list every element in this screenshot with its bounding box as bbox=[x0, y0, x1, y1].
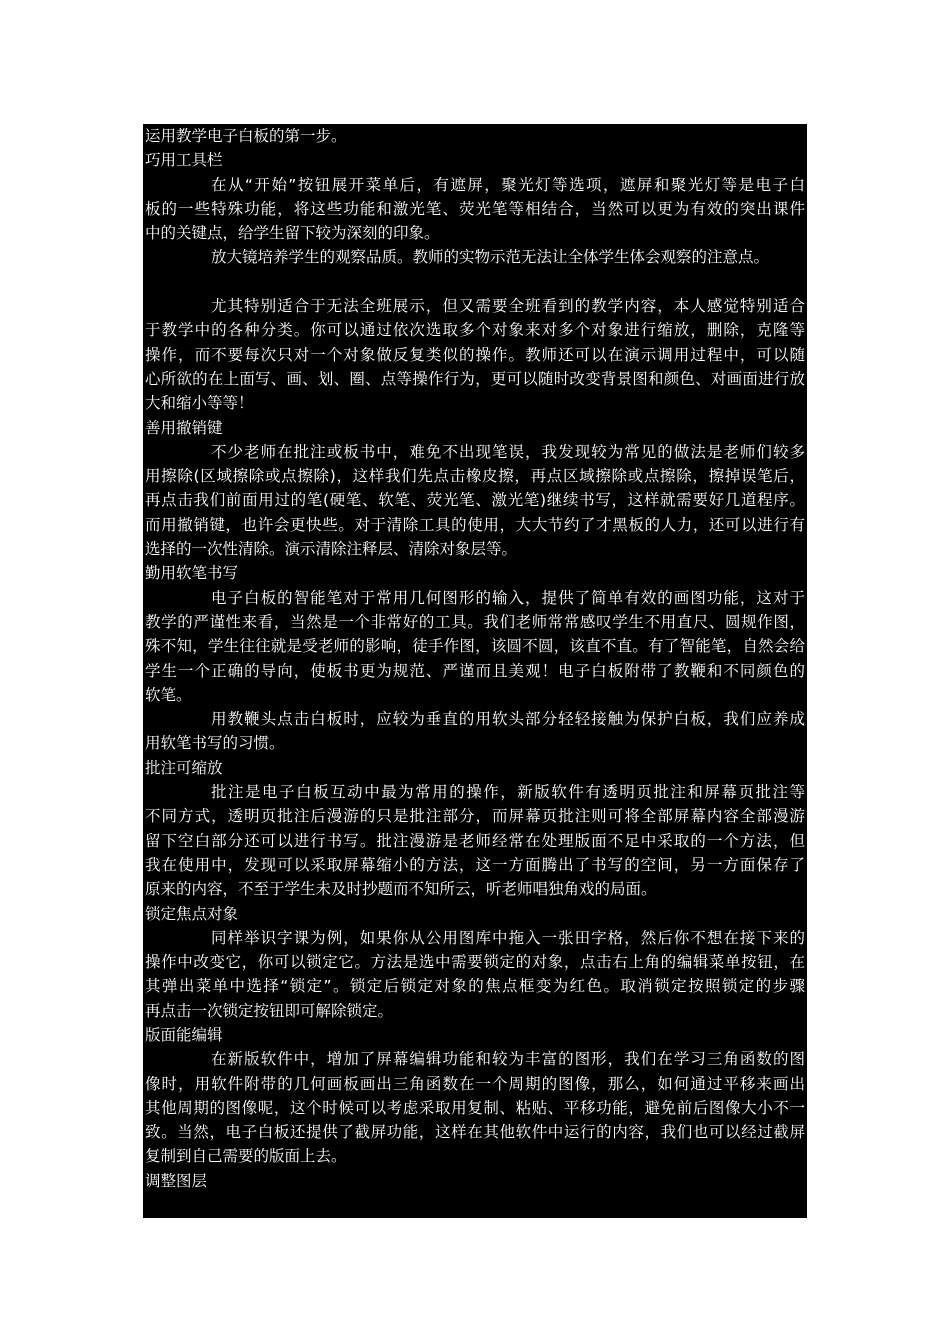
paragraph-line: 操作，而不要每次只对一个对象做反复类似的操作。教师还可以在演示调用过程中，可以随 bbox=[145, 345, 805, 364]
paragraph-line: 我在使用中，发现可以采取屏幕缩小的方法，这一方面腾出了书写的空间，另一方面保存了 bbox=[145, 855, 805, 874]
paragraph-line: 殊不知，学生往往就是受老师的影响，徒手作图，该圆不圆，该直不直。有了智能笔，自然会给 bbox=[145, 637, 805, 656]
paragraph-line: 在从“开始”按钮展开菜单后，有遮屏，聚光灯等选项，遮屏和聚光灯等是电子白 bbox=[211, 175, 805, 194]
paragraph-line: 而用撤销键，也许会更快些。对于清除工具的使用，大大节约了才黑板的人力，还可以进行有 bbox=[145, 515, 805, 534]
paragraph-line: 大和缩小等等！ bbox=[145, 394, 254, 413]
paragraph-line: 心所欲的在上面写、画、划、圈、点等操作行为，更可以随时改变背景图和颜色、对画面进行放 bbox=[145, 369, 805, 388]
paragraph-line: 中的关键点，给学生留下较为深刻的印象。 bbox=[145, 224, 440, 243]
paragraph-line: 批注是电子白板互动中最为常用的操作，新版软件有透明页批注和屏幕页批注等 bbox=[211, 783, 805, 802]
paragraph-line: 教学的严谨性来看，当然是一个非常好的工具。我们老师常常感叹学生不用直尺、圆规作图， bbox=[145, 612, 805, 631]
paragraph-line: 板的一些特殊功能，将这些功能和激光笔、荧光笔等相结合，当然可以更为有效的突出课件 bbox=[145, 199, 805, 218]
intro-line: 运用教学电子白板的第一步。 bbox=[145, 127, 347, 145]
section-heading: 巧用工具栏 bbox=[145, 151, 223, 170]
paragraph-line: 于教学中的各种分类。你可以通过依次选取多个对象来对多个对象进行缩放，删除，克隆等 bbox=[145, 321, 805, 340]
section-heading: 版面能编辑 bbox=[145, 1025, 223, 1044]
paragraph-line: 用教鞭头点击白板时，应较为垂直的用软头部分轻轻接触为保护白板，我们应养成 bbox=[211, 710, 805, 729]
paragraph-line: 选择的一次性清除。演示清除注释层、清除对象层等。 bbox=[145, 540, 518, 559]
paragraph-line: 操作中改变它，你可以锁定它。方法是选中需要锁定的对象，点击右上角的编辑菜单按钮，在 bbox=[145, 953, 805, 972]
section-heading: 锁定焦点对象 bbox=[145, 904, 239, 923]
paragraph-line: 原来的内容，不至于学生未及时抄题而不知所云，听老师唱独角戏的局面。 bbox=[145, 880, 657, 899]
paragraph-line: 复制到自己需要的版面上去。 bbox=[145, 1147, 347, 1166]
section-heading: 批注可缩放 bbox=[145, 758, 223, 777]
paragraph-line: 尤其特别适合于无法全班展示，但又需要全班看到的教学内容，本人感觉特别适合 bbox=[211, 297, 805, 316]
document-text-block bbox=[143, 124, 807, 1218]
paragraph-line: 再点击一次锁定按钮即可解除锁定。 bbox=[145, 1001, 394, 1020]
paragraph-line: 不少老师在批注或板书中，难免不出现笔误，我发现较为常见的做法是老师们较多 bbox=[211, 442, 805, 461]
paragraph-line: 留下空白部分还可以进行书写。批注漫游是老师经常在处理版面不足中采取的一个方法，但 bbox=[145, 831, 805, 850]
paragraph-line: 电子白板的智能笔对于常用几何图形的输入，提供了简单有效的画图功能，这对于 bbox=[211, 588, 805, 607]
paragraph-line: 同样举识字课为例，如果你从公用图库中拖入一张田字格，然后你不想在接下来的 bbox=[211, 928, 805, 947]
paragraph-line: 再点击我们前面用过的笔(硬笔、软笔、荧光笔、激光笔)继续书写，这样就需要好几道程序。 bbox=[145, 491, 805, 510]
paragraph-line: 在新版软件中，增加了屏幕编辑功能和较为丰富的图形，我们在学习三角函数的图 bbox=[211, 1050, 805, 1069]
paragraph-line: 软笔。 bbox=[145, 685, 192, 704]
section-heading: 调整图层 bbox=[145, 1171, 208, 1190]
paragraph-line: 致。当然，电子白板还提供了截屏功能，这样在其他软件中运行的内容，我们也可以经过截屏 bbox=[145, 1123, 805, 1142]
paragraph-line: 其弹出菜单中选择“锁定”。锁定后锁定对象的焦点框变为红色。取消锁定按照锁定的步骤 bbox=[145, 977, 805, 996]
paragraph-line: 不同方式，透明页批注后漫游的只是批注部分，而屏幕页批注则可将全部屏幕内容全部漫游 bbox=[145, 807, 805, 826]
section-heading: 勤用软笔书写 bbox=[145, 564, 239, 583]
section-heading: 善用撤销键 bbox=[145, 418, 223, 437]
paragraph-line: 用擦除(区域擦除或点擦除)，这样我们先点击橡皮擦，再点区域擦除或点擦除，擦掉误笔后， bbox=[145, 467, 805, 486]
blank-line bbox=[145, 270, 805, 294]
paragraph-line: 其他周期的图像呢，这个时候可以考虑采取用复制、粘贴、平移功能，避免前后图像大小不一 bbox=[145, 1098, 805, 1117]
paragraph-line: 用软笔书写的习惯。 bbox=[145, 734, 285, 753]
paragraph-line: 放大镜培养学生的观察品质。教师的实物示范无法让全体学生体会观察的注意点。 bbox=[211, 248, 770, 267]
paragraph-line: 学生一个正确的导向，使板书更为规范、严谨而且美观！电子白板附带了教鞭和不同颜色的 bbox=[145, 661, 805, 680]
paragraph-line: 像时，用软件附带的几何画板画出三角函数在一个周期的图像，那么，如何通过平移来画出 bbox=[145, 1074, 805, 1093]
